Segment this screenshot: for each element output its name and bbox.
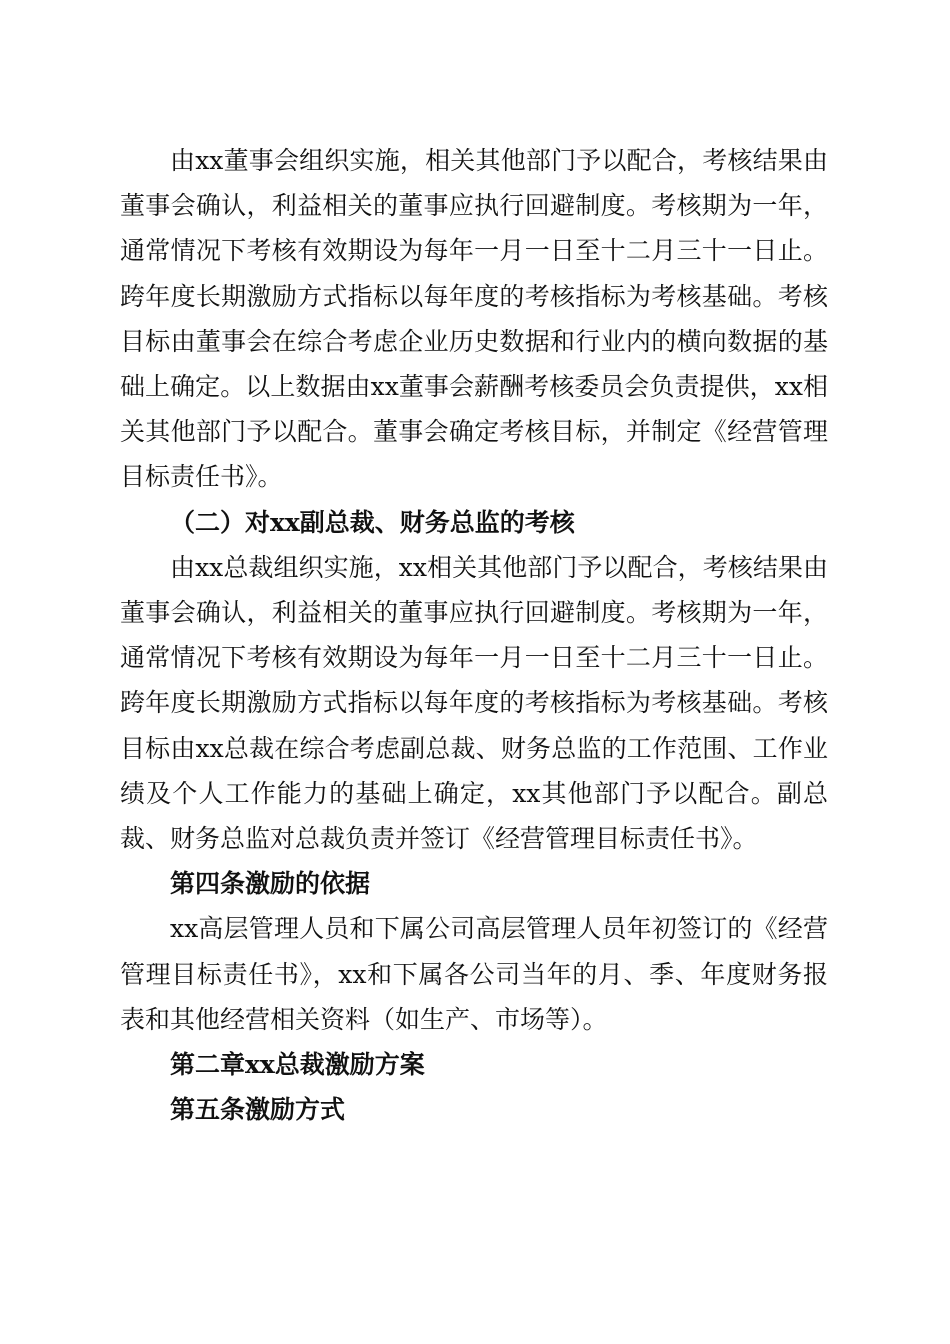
- paragraph-board-assessment: 由xx董事会组织实施，相关其他部门予以配合，考核结果由董事会确认，利益相关的董事应执行回避制度。考核期为一年，通常情况下考核有效期设为每年一月一日至十二月三十一日止。跨年度长期激励方式指标以每年度的考核指标为考核基础。考核目标由董事会在综合考虑企业历史数据和行业内的横向数据的基础上确定。以上数据由xx董事会薪酬考核委员会负责提供，xx相关其他部门予以配合。董事会确定考核目标，并制定《经营管理目标责任书》。: [120, 146, 828, 492]
- paragraph-vp-cfo-assessment: 由xx总裁组织实施，xx相关其他部门予以配合，考核结果由董事会确认，利益相关的董事应执行回避制度。考核期为一年，通常情况下考核有效期设为每年一月一日至十二月三十一日止。跨年度长期激励方式指标以每年度的考核指标为考核基础。考核目标由xx总裁在综合考虑副总裁、财务总监的工作范围、工作业绩及个人工作能力的基础上确定，xx其他部门予以配合。副总裁、财务总监对总裁负责并签订《经营管理目标责任书》。: [120, 552, 828, 854]
- heading-chapter-2: 第二章xx总裁激励方案: [170, 1050, 425, 1080]
- document-body: [120, 138, 828, 1132]
- heading-article-4: 第四条激励的依据: [170, 869, 371, 899]
- heading-vp-cfo-assessment: （二）对xx副总裁、财务总监的考核: [170, 507, 575, 537]
- paragraph-incentive-basis: xx高层管理人员和下属公司高层管理人员年初签订的《经营管理目标责任书》，xx和下属各公司当年的月、季、年度财务报表和其他经营相关资料（如生产、市场等）。: [120, 914, 828, 1034]
- heading-article-5: 第五条激励方式: [170, 1095, 346, 1125]
